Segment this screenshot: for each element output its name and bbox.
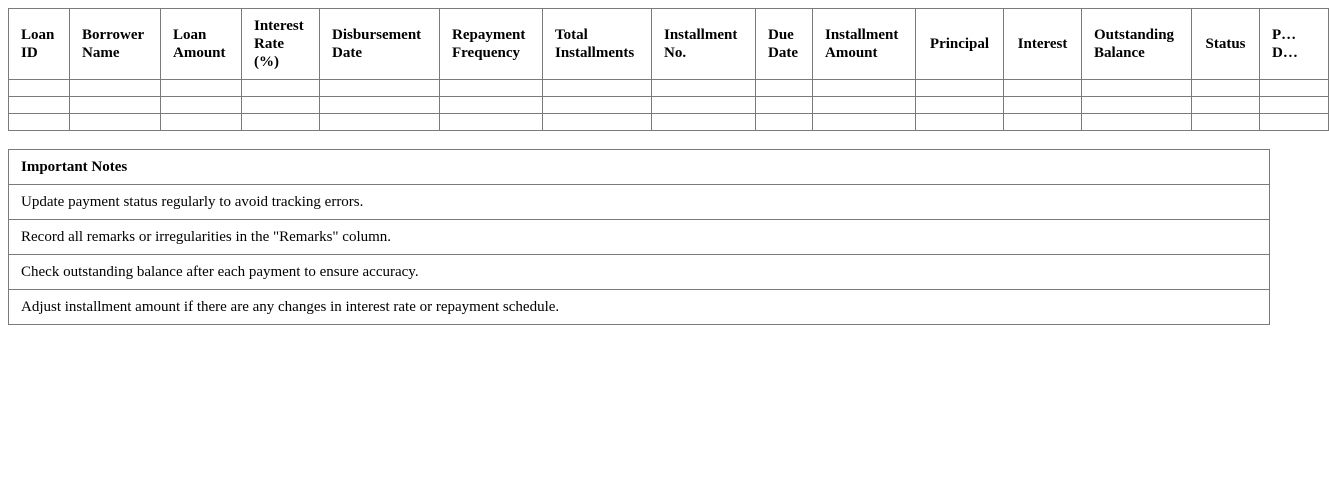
column-header-interest-rate: Interest Rate (%) — [242, 9, 320, 80]
table-cell — [1004, 114, 1082, 131]
column-header-loan-id: Loan ID — [9, 9, 70, 80]
column-header-loan-amount: Loan Amount — [161, 9, 242, 80]
note-item: Check outstanding balance after each payment to ensure accuracy. — [9, 255, 1270, 290]
table-cell — [440, 97, 543, 114]
column-header-installment-amount: Installment Amount — [813, 9, 916, 80]
important-notes-table — [8, 149, 1270, 325]
table-cell — [1192, 80, 1260, 97]
table-cell — [813, 97, 916, 114]
table-cell — [1192, 97, 1260, 114]
column-header-due-date: Due Date — [756, 9, 813, 80]
table-cell — [1082, 80, 1192, 97]
note-item: Adjust installment amount if there are any changes in interest rate or repayment schedule. — [9, 290, 1270, 325]
loan-schedule-table — [8, 8, 1329, 131]
table-cell — [543, 114, 652, 131]
table-cell — [161, 114, 242, 131]
note-row — [9, 290, 1270, 325]
notes-heading-row — [9, 150, 1270, 185]
table-cell — [320, 80, 440, 97]
table-cell — [813, 80, 916, 97]
table-cell — [9, 114, 70, 131]
table-cell — [70, 114, 161, 131]
table-cell — [1260, 80, 1329, 97]
table-cell — [242, 80, 320, 97]
table-cell — [9, 80, 70, 97]
table-cell — [9, 97, 70, 114]
table-cell — [652, 114, 756, 131]
table-cell — [652, 97, 756, 114]
table-row — [9, 114, 1329, 131]
table-cell — [242, 97, 320, 114]
table-cell — [543, 80, 652, 97]
column-header-outstanding-balance: Outstanding Balance — [1082, 9, 1192, 80]
table-cell — [543, 97, 652, 114]
table-cell — [440, 80, 543, 97]
loan-table-body — [9, 80, 1329, 131]
table-cell — [242, 114, 320, 131]
note-row — [9, 220, 1270, 255]
table-header-row — [9, 9, 1329, 80]
table-cell — [756, 114, 813, 131]
note-item: Record all remarks or irregularities in the "Remarks" column. — [9, 220, 1270, 255]
table-cell — [1004, 97, 1082, 114]
note-row — [9, 255, 1270, 290]
table-cell — [1192, 114, 1260, 131]
table-row — [9, 97, 1329, 114]
table-cell — [916, 97, 1004, 114]
table-cell — [813, 114, 916, 131]
table-cell — [1082, 97, 1192, 114]
table-cell — [756, 80, 813, 97]
table-cell — [1004, 80, 1082, 97]
loan-table-container — [8, 8, 1298, 131]
table-cell — [756, 97, 813, 114]
table-cell — [1260, 97, 1329, 114]
table-cell — [320, 114, 440, 131]
notes-heading: Important Notes — [9, 150, 1270, 185]
table-cell — [440, 114, 543, 131]
column-header-repayment-frequency: Repayment Frequency — [440, 9, 543, 80]
table-cell — [1260, 114, 1329, 131]
table-cell — [652, 80, 756, 97]
table-cell — [916, 80, 1004, 97]
column-header-total-installments: Total Installments — [543, 9, 652, 80]
table-row — [9, 80, 1329, 97]
table-cell — [161, 97, 242, 114]
column-header-principal: Principal — [916, 9, 1004, 80]
column-header-disbursement-date: Disbursement Date — [320, 9, 440, 80]
table-cell — [916, 114, 1004, 131]
column-header-truncated: P… D… — [1260, 9, 1329, 80]
table-cell — [320, 97, 440, 114]
table-cell — [70, 80, 161, 97]
column-header-borrower-name: Borrower Name — [70, 9, 161, 80]
table-cell — [70, 97, 161, 114]
note-row — [9, 185, 1270, 220]
column-header-installment-no: Installment No. — [652, 9, 756, 80]
column-header-status: Status — [1192, 9, 1260, 80]
note-item: Update payment status regularly to avoid tracking errors. — [9, 185, 1270, 220]
column-header-interest: Interest — [1004, 9, 1082, 80]
table-cell — [1082, 114, 1192, 131]
table-cell — [161, 80, 242, 97]
